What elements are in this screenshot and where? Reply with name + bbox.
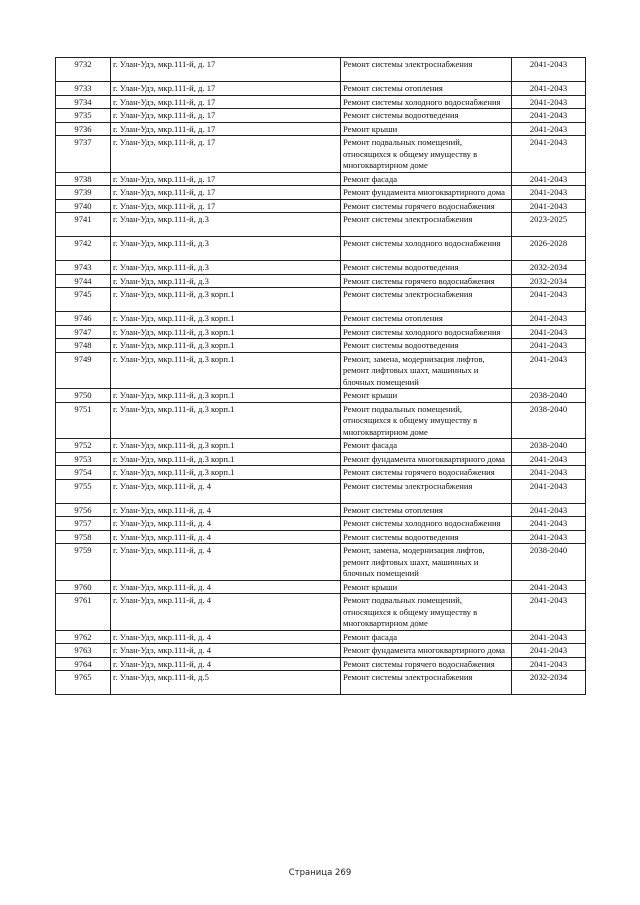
row-number-cell: 9764 xyxy=(56,657,111,671)
period-cell: 2041-2043 xyxy=(512,630,586,644)
row-number-cell: 9752 xyxy=(56,439,111,453)
period-cell: 2041-2043 xyxy=(512,122,586,136)
row-number-cell: 9761 xyxy=(56,594,111,631)
work-type-cell: Ремонт крыши xyxy=(341,122,512,136)
work-type-cell: Ремонт системы отопления xyxy=(341,82,512,96)
row-number-cell: 9741 xyxy=(56,213,111,237)
work-type-cell: Ремонт системы водоотведения xyxy=(341,530,512,544)
address-cell: г. Улан-Удэ, мкр.111-й, д. 17 xyxy=(111,186,341,200)
table-row xyxy=(56,109,586,123)
address-cell: г. Улан-Удэ, мкр.111-й, д.5 xyxy=(111,671,341,695)
table-row xyxy=(56,503,586,517)
period-cell: 2041-2043 xyxy=(512,172,586,186)
table-row xyxy=(56,439,586,453)
address-cell: г. Улан-Удэ, мкр.111-й, д.3 xyxy=(111,261,341,275)
address-cell: г. Улан-Удэ, мкр.111-й, д. 4 xyxy=(111,530,341,544)
period-cell: 2038-2040 xyxy=(512,389,586,403)
period-cell: 2041-2043 xyxy=(512,109,586,123)
row-number-cell: 9739 xyxy=(56,186,111,200)
work-type-cell: Ремонт системы горячего водоснабжения xyxy=(341,199,512,213)
address-cell: г. Улан-Удэ, мкр.111-й, д. 4 xyxy=(111,544,341,581)
work-type-cell: Ремонт системы водоотведения xyxy=(341,261,512,275)
address-cell: г. Улан-Удэ, мкр.111-й, д.3 корп.1 xyxy=(111,439,341,453)
table-row xyxy=(56,657,586,671)
row-number-cell: 9755 xyxy=(56,479,111,503)
row-number-cell: 9733 xyxy=(56,82,111,96)
address-cell: г. Улан-Удэ, мкр.111-й, д.3 xyxy=(111,274,341,288)
work-type-cell: Ремонт фундамента многоквартирного дома xyxy=(341,644,512,658)
table-row xyxy=(56,594,586,631)
work-type-cell: Ремонт системы горячего водоснабжения xyxy=(341,274,512,288)
row-number-cell: 9753 xyxy=(56,452,111,466)
row-number-cell: 9750 xyxy=(56,389,111,403)
period-cell: 2038-2040 xyxy=(512,544,586,581)
row-number-cell: 9740 xyxy=(56,199,111,213)
row-number-cell: 9736 xyxy=(56,122,111,136)
registry-table-body xyxy=(56,58,586,695)
table-row xyxy=(56,452,586,466)
work-type-cell: Ремонт системы холодного водоснабжения xyxy=(341,95,512,109)
period-cell: 2038-2040 xyxy=(512,439,586,453)
period-cell: 2041-2043 xyxy=(512,530,586,544)
row-number-cell: 9751 xyxy=(56,402,111,439)
address-cell: г. Улан-Удэ, мкр.111-й, д. 17 xyxy=(111,136,341,173)
work-type-cell: Ремонт системы холодного водоснабжения xyxy=(341,325,512,339)
address-cell: г. Улан-Удэ, мкр.111-й, д.3 корп.1 xyxy=(111,402,341,439)
work-type-cell: Ремонт, замена, модернизация лифтов, ремонт лифтовых шахт, машинных и блочных помещений xyxy=(341,352,512,389)
work-type-cell: Ремонт системы отопления xyxy=(341,503,512,517)
row-number-cell: 9756 xyxy=(56,503,111,517)
address-cell: г. Улан-Удэ, мкр.111-й, д. 17 xyxy=(111,122,341,136)
period-cell: 2038-2040 xyxy=(512,402,586,439)
row-number-cell: 9765 xyxy=(56,671,111,695)
address-cell: г. Улан-Удэ, мкр.111-й, д.3 xyxy=(111,237,341,261)
work-type-cell: Ремонт крыши xyxy=(341,580,512,594)
row-number-cell: 9758 xyxy=(56,530,111,544)
work-type-cell: Ремонт, замена, модернизация лифтов, ремонт лифтовых шахт, машинных и блочных помещений xyxy=(341,544,512,581)
period-cell: 2041-2043 xyxy=(512,503,586,517)
row-number-cell: 9732 xyxy=(56,58,111,82)
table-row xyxy=(56,580,586,594)
address-cell: г. Улан-Удэ, мкр.111-й, д. 4 xyxy=(111,479,341,503)
work-type-cell: Ремонт системы холодного водоснабжения xyxy=(341,237,512,261)
address-cell: г. Улан-Удэ, мкр.111-й, д.3 корп.1 xyxy=(111,339,341,353)
work-type-cell: Ремонт подвальных помещений, относящихся к общему имуществу в многоквартирном доме xyxy=(341,594,512,631)
registry-table xyxy=(55,57,586,695)
table-row xyxy=(56,402,586,439)
period-cell: 2041-2043 xyxy=(512,352,586,389)
table-row xyxy=(56,644,586,658)
work-type-cell: Ремонт подвальных помещений, относящихся к общему имуществу в многоквартирном доме xyxy=(341,402,512,439)
table-row xyxy=(56,630,586,644)
table-row xyxy=(56,325,586,339)
period-cell: 2041-2043 xyxy=(512,644,586,658)
period-cell: 2041-2043 xyxy=(512,58,586,82)
period-cell: 2041-2043 xyxy=(512,312,586,326)
address-cell: г. Улан-Удэ, мкр.111-й, д. 4 xyxy=(111,630,341,644)
table-row xyxy=(56,186,586,200)
period-cell: 2041-2043 xyxy=(512,594,586,631)
row-number-cell: 9743 xyxy=(56,261,111,275)
period-cell: 2023-2025 xyxy=(512,213,586,237)
work-type-cell: Ремонт системы водоотведения xyxy=(341,109,512,123)
address-cell: г. Улан-Удэ, мкр.111-й, д. 17 xyxy=(111,82,341,96)
period-cell: 2041-2043 xyxy=(512,657,586,671)
period-cell: 2041-2043 xyxy=(512,452,586,466)
table-row xyxy=(56,82,586,96)
address-cell: г. Улан-Удэ, мкр.111-й, д.3 корп.1 xyxy=(111,352,341,389)
work-type-cell: Ремонт системы холодного водоснабжения xyxy=(341,517,512,531)
period-cell: 2041-2043 xyxy=(512,82,586,96)
period-cell: 2032-2034 xyxy=(512,274,586,288)
period-cell: 2032-2034 xyxy=(512,671,586,695)
row-number-cell: 9754 xyxy=(56,466,111,480)
table-row xyxy=(56,274,586,288)
period-cell: 2041-2043 xyxy=(512,479,586,503)
work-type-cell: Ремонт системы электроснабжения xyxy=(341,288,512,312)
table-row xyxy=(56,544,586,581)
address-cell: г. Улан-Удэ, мкр.111-й, д.3 корп.1 xyxy=(111,312,341,326)
work-type-cell: Ремонт подвальных помещений, относящихся к общему имуществу в многоквартирном доме xyxy=(341,136,512,173)
work-type-cell: Ремонт системы электроснабжения xyxy=(341,671,512,695)
table-row xyxy=(56,213,586,237)
page-number: Страница 269 xyxy=(288,868,352,878)
table-row xyxy=(56,530,586,544)
row-number-cell: 9760 xyxy=(56,580,111,594)
row-number-cell: 9745 xyxy=(56,288,111,312)
row-number-cell: 9749 xyxy=(56,352,111,389)
period-cell: 2041-2043 xyxy=(512,339,586,353)
work-type-cell: Ремонт крыши xyxy=(341,389,512,403)
row-number-cell: 9735 xyxy=(56,109,111,123)
address-cell: г. Улан-Удэ, мкр.111-й, д. 17 xyxy=(111,95,341,109)
work-type-cell: Ремонт фасада xyxy=(341,439,512,453)
table-row xyxy=(56,352,586,389)
row-number-cell: 9734 xyxy=(56,95,111,109)
address-cell: г. Улан-Удэ, мкр.111-й, д. 17 xyxy=(111,172,341,186)
table-row xyxy=(56,95,586,109)
row-number-cell: 9748 xyxy=(56,339,111,353)
work-type-cell: Ремонт системы электроснабжения xyxy=(341,479,512,503)
work-type-cell: Ремонт системы электроснабжения xyxy=(341,213,512,237)
work-type-cell: Ремонт фасада xyxy=(341,630,512,644)
table-row xyxy=(56,58,586,82)
table-row xyxy=(56,288,586,312)
work-type-cell: Ремонт фасада xyxy=(341,172,512,186)
row-number-cell: 9762 xyxy=(56,630,111,644)
table-row xyxy=(56,199,586,213)
period-cell: 2041-2043 xyxy=(512,95,586,109)
table-row xyxy=(56,339,586,353)
table-row xyxy=(56,479,586,503)
table-row xyxy=(56,466,586,480)
work-type-cell: Ремонт системы горячего водоснабжения xyxy=(341,657,512,671)
period-cell: 2041-2043 xyxy=(512,325,586,339)
work-type-cell: Ремонт фундамента многоквартирного дома xyxy=(341,452,512,466)
row-number-cell: 9738 xyxy=(56,172,111,186)
row-number-cell: 9746 xyxy=(56,312,111,326)
table-row xyxy=(56,261,586,275)
table-row xyxy=(56,122,586,136)
table-row xyxy=(56,136,586,173)
work-type-cell: Ремонт системы отопления xyxy=(341,312,512,326)
address-cell: г. Улан-Удэ, мкр.111-й, д.3 корп.1 xyxy=(111,389,341,403)
address-cell: г. Улан-Удэ, мкр.111-й, д. 4 xyxy=(111,594,341,631)
table-row xyxy=(56,237,586,261)
address-cell: г. Улан-Удэ, мкр.111-й, д.3 корп.1 xyxy=(111,466,341,480)
address-cell: г. Улан-Удэ, мкр.111-й, д. 4 xyxy=(111,657,341,671)
address-cell: г. Улан-Удэ, мкр.111-й, д. 17 xyxy=(111,58,341,82)
period-cell: 2041-2043 xyxy=(512,199,586,213)
work-type-cell: Ремонт системы электроснабжения xyxy=(341,58,512,82)
period-cell: 2041-2043 xyxy=(512,136,586,173)
period-cell: 2041-2043 xyxy=(512,580,586,594)
period-cell: 2041-2043 xyxy=(512,288,586,312)
address-cell: г. Улан-Удэ, мкр.111-й, д.3 xyxy=(111,213,341,237)
address-cell: г. Улан-Удэ, мкр.111-й, д. 4 xyxy=(111,580,341,594)
work-type-cell: Ремонт системы горячего водоснабжения xyxy=(341,466,512,480)
row-number-cell: 9747 xyxy=(56,325,111,339)
table-row xyxy=(56,389,586,403)
row-number-cell: 9757 xyxy=(56,517,111,531)
table-row xyxy=(56,172,586,186)
address-cell: г. Улан-Удэ, мкр.111-й, д.3 корп.1 xyxy=(111,325,341,339)
table-row xyxy=(56,517,586,531)
address-cell: г. Улан-Удэ, мкр.111-й, д. 4 xyxy=(111,644,341,658)
work-type-cell: Ремонт системы водоотведения xyxy=(341,339,512,353)
address-cell: г. Улан-Удэ, мкр.111-й, д. 4 xyxy=(111,503,341,517)
address-cell: г. Улан-Удэ, мкр.111-й, д.3 корп.1 xyxy=(111,452,341,466)
address-cell: г. Улан-Удэ, мкр.111-й, д. 17 xyxy=(111,199,341,213)
period-cell: 2041-2043 xyxy=(512,466,586,480)
period-cell: 2026-2028 xyxy=(512,237,586,261)
row-number-cell: 9742 xyxy=(56,237,111,261)
row-number-cell: 9737 xyxy=(56,136,111,173)
work-type-cell: Ремонт фундамента многоквартирного дома xyxy=(341,186,512,200)
address-cell: г. Улан-Удэ, мкр.111-й, д.3 корп.1 xyxy=(111,288,341,312)
table-row xyxy=(56,312,586,326)
period-cell: 2041-2043 xyxy=(512,186,586,200)
address-cell: г. Улан-Удэ, мкр.111-й, д. 4 xyxy=(111,517,341,531)
period-cell: 2032-2034 xyxy=(512,261,586,275)
address-cell: г. Улан-Удэ, мкр.111-й, д. 17 xyxy=(111,109,341,123)
table-row xyxy=(56,671,586,695)
period-cell: 2041-2043 xyxy=(512,517,586,531)
row-number-cell: 9763 xyxy=(56,644,111,658)
row-number-cell: 9759 xyxy=(56,544,111,581)
row-number-cell: 9744 xyxy=(56,274,111,288)
